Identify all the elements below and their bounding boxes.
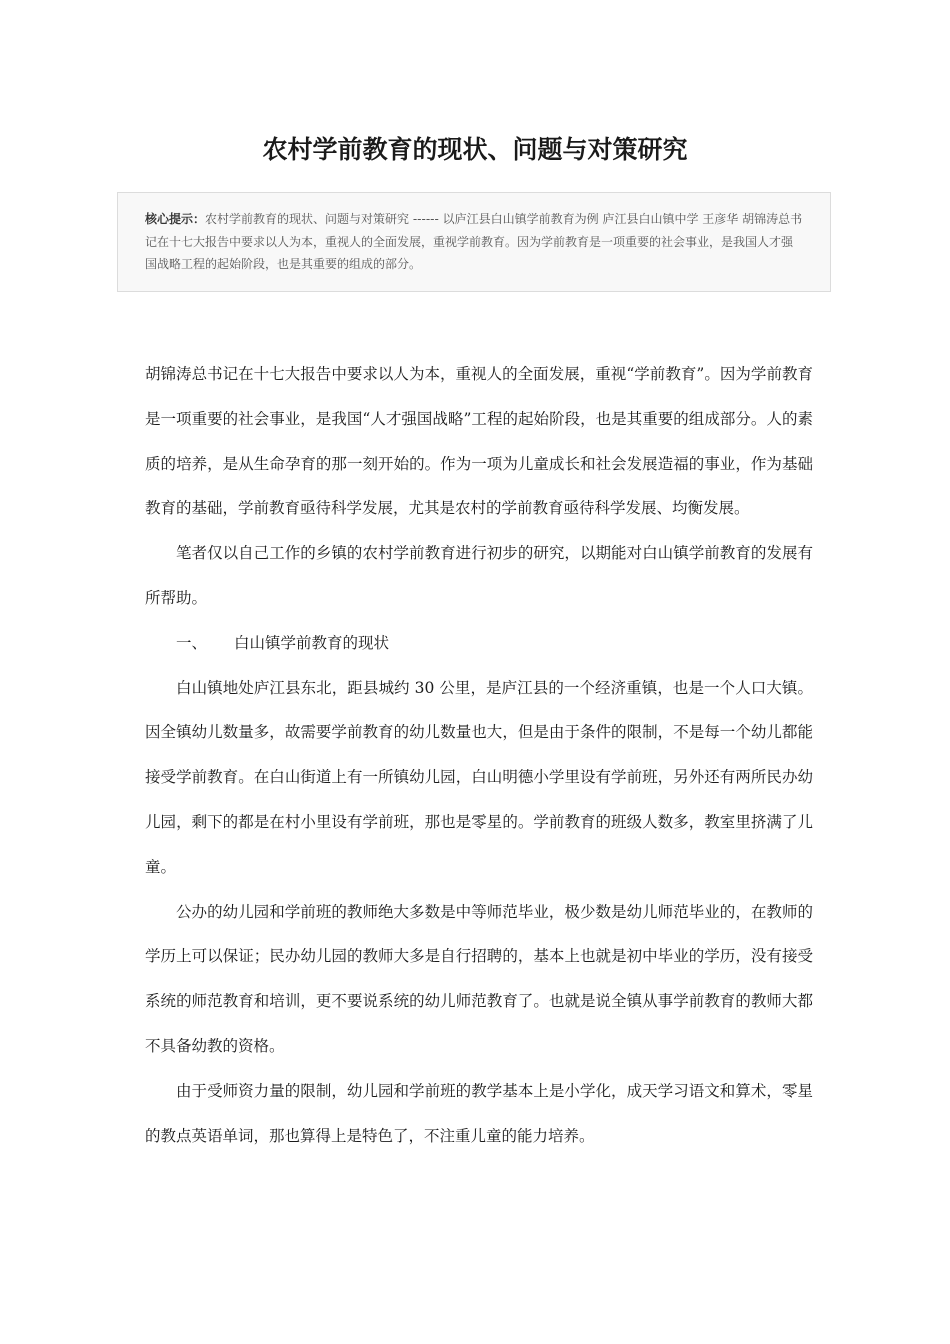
- paragraph-teachers: 公办的幼儿园和学前班的教师绝大多数是中等师范毕业，极少数是幼儿师范毕业的，在教师的学历上可以保证；民办幼儿园的教师大多是自行招聘的，基本上也就是初中毕业的学历，没有接受系统的师范教育和培训，更不要说系统的幼儿师范教育了。也就是说全镇从事学前教育的教师大都不具备幼教的资格。: [145, 902, 813, 1055]
- paragraph-purpose: 笔者仅以自己工作的乡镇的农村学前教育进行初步的研究，以期能对白山镇学前教育的发展有所帮助。: [145, 544, 813, 607]
- summary-label: 核心提示：: [145, 212, 206, 226]
- core-summary-box: [117, 192, 831, 292]
- paragraph-teaching: 由于受师资力量的限制，幼儿园和学前班的教学基本上是小学化，成天学习语文和算术，零星的教点英语单词，那也算得上是特色了，不注重儿童的能力培养。: [145, 1081, 813, 1145]
- section-title: 白山镇学前教育的现状: [234, 633, 390, 652]
- summary-text: 农村学前教育的现状、问题与对策研究 ------ 以庐江县白山镇学前教育为例 庐江县白山镇中学 王彦华 胡锦涛总书记在十七大报告中要求以人为本，重视人的全面发展，重视学前教育。因为学前教育是一项重要的社会事业，是我国人才强国战略工程的起始阶段，也是其重要的组成的部分。: [145, 212, 803, 271]
- paragraph-intro: 胡锦涛总书记在十七大报告中要求以人为本，重视人的全面发展，重视“学前教育”。因为学前教育是一项重要的社会事业，是我国“人才强国战略”工程的起始阶段，也是其重要的组成部分。人的素质的培养，是从生命孕育的那一刻开始的。作为一项为儿童成长和社会发展造福的事业，作为基础教育的基础，学前教育亟待科学发展，尤其是农村的学前教育亟待科学发展、均衡发展。: [145, 365, 813, 518]
- article-body: [145, 352, 813, 1158]
- section-number: 一、: [176, 633, 208, 652]
- document-title: 农村学前教育的现状、问题与对策研究: [262, 135, 688, 164]
- section-heading-1: [145, 621, 813, 666]
- paragraph-location: 白山镇地处庐江县东北，距县城约 30 公里，是庐江县的一个经济重镇，也是一个人口大镇。因全镇幼儿数量多，故需要学前教育的幼儿数量也大，但是由于条件的限制，不是每一个幼儿都能接受学前教育。在白山街道上有一所镇幼儿园，白山明德小学里设有学前班，另外还有两所民办幼儿园，剩下的都是在村小里设有学前班，那也是零星的。学前教育的班级人数多，教室里挤满了儿童。: [145, 678, 813, 876]
